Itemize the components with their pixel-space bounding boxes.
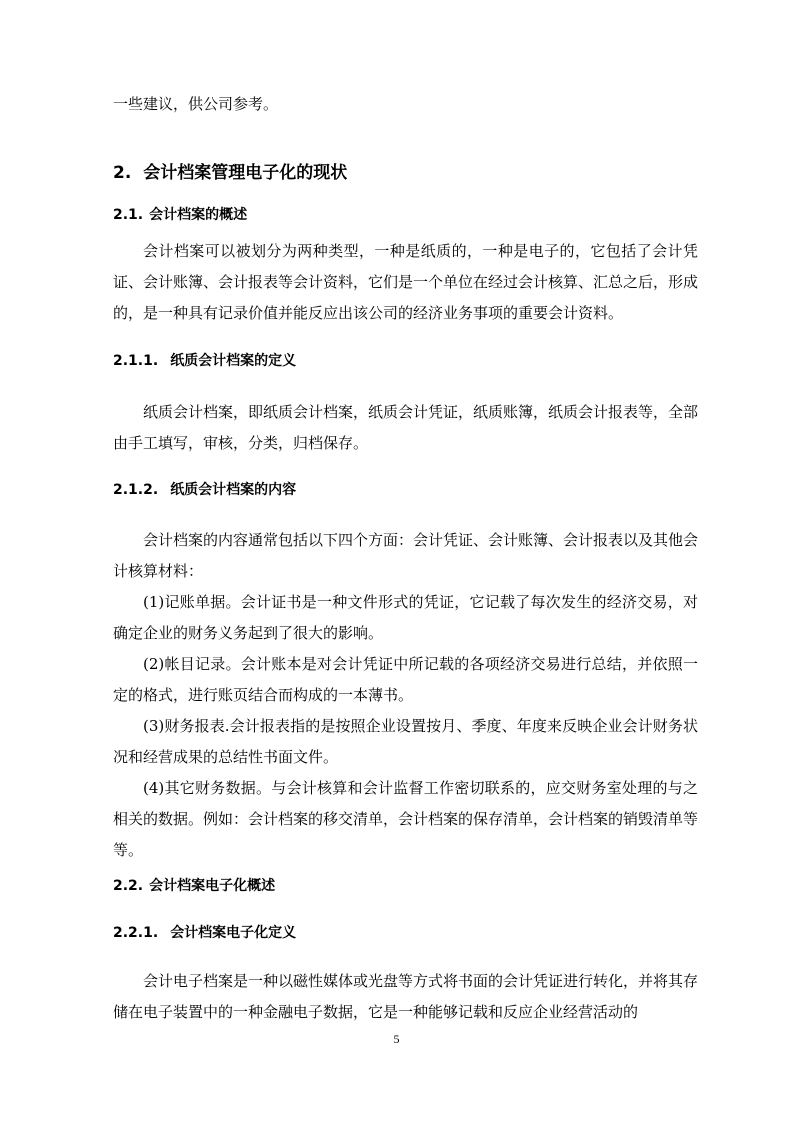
section-2-1-1-heading: [113, 350, 698, 372]
section-2-title: 会计档案管理电子化的现状: [143, 163, 348, 183]
section-2-1-1-title: 纸质会计档案的定义: [170, 353, 297, 369]
section-2-1-heading: [113, 204, 698, 226]
section-2-2-1-title: 会计档案电子化定义: [170, 925, 297, 941]
section-2-1-1-number: 2.1.1.: [113, 353, 159, 369]
section-2-2-title: 会计档案电子化概述: [149, 878, 276, 894]
section-2-1-2-number: 2.1.2.: [113, 482, 159, 498]
section-2-2-1-heading: [113, 922, 698, 944]
list-item: (4)其它财务数据。与会计核算和会计监督工作密切联系的，应交财务室处理的与之相关的数据。例如：会计档案的移交清单，会计档案的保存清单，会计档案的销毁清单等等。: [113, 779, 699, 859]
section-2-2-1-number: 2.2.1.: [113, 925, 159, 941]
list-item: (3)财务报表.会计报表指的是按照企业设置按月、季度、年度来反映企业会计财务状况和经营成果的总结性书面文件。: [113, 717, 698, 766]
section-2-1-2-title: 纸质会计档案的内容: [170, 482, 297, 498]
continuation-paragraph: 一些建议，供公司参考。: [113, 95, 279, 113]
section-2-number: 2.: [113, 163, 132, 183]
section-2-1-2-heading: [113, 479, 698, 501]
section-2-1-body: 会计档案可以被划分为两种类型，一种是纸质的，一种是电子的，它包括了会计凭证、会计账簿、会计报表等会计资料，它们是一个单位在经过会计核算、汇总之后，形成的，是一种具有记录价值并能反应出该公司的经济业务事项的重要会计资料。: [113, 242, 699, 322]
section-2-1-title: 会计档案的概述: [149, 207, 248, 223]
section-2-1-2-intro: 会计档案的内容通常包括以下四个方面：会计凭证、会计账簿、会计报表以及其他会计核算材料：: [113, 531, 699, 580]
section-2-2-heading: [113, 875, 698, 897]
list-item: (2)帐目记录。会计账本是对会计凭证中所记载的各项经济交易进行总结，并依照一定的格式，进行账页结合而构成的一本薄书。: [113, 655, 698, 704]
section-2-heading: [113, 161, 698, 185]
list-item: (1)记账单据。会计证书是一种文件形式的凭证，它记载了每次发生的经济交易，对确定企业的财务义务起到了很大的影响。: [113, 593, 698, 642]
page-number: 5: [393, 1032, 400, 1046]
section-2-2-number: 2.2.: [113, 878, 144, 894]
section-2-1-number: 2.1.: [113, 207, 144, 223]
section-2-1-1-body: 纸质会计档案，即纸质会计档案，纸质会计凭证，纸质账簿，纸质会计报表等，全部由手工填写，审核，分类，归档保存。: [113, 403, 699, 452]
section-2-2-1-body: 会计电子档案是一种以磁性媒体或光盘等方式将书面的会计凭证进行转化，并将其存储在电子装置中的一种金融电子数据，它是一种能够记载和反应企业经营活动的: [113, 972, 699, 1021]
